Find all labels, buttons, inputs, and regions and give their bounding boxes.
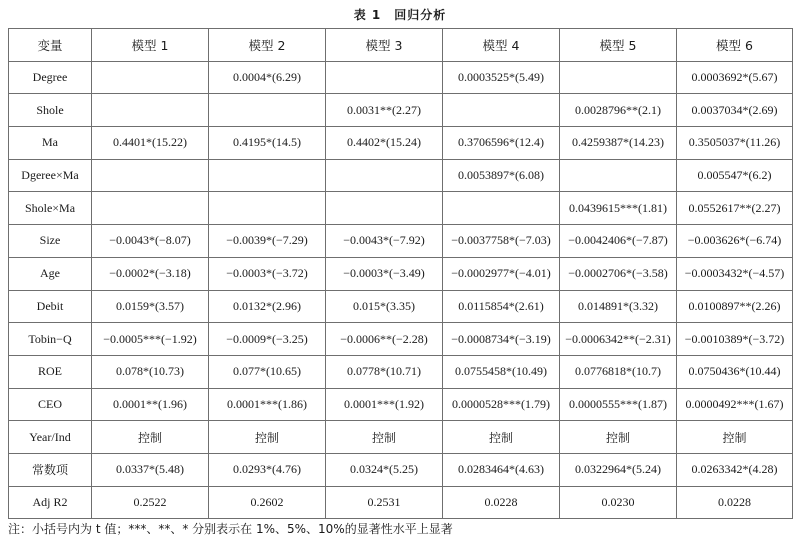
value-cell-model-3 <box>326 192 443 225</box>
value-cell-model-1 <box>92 192 209 225</box>
value-cell-model-4: 0.3706596*(12.4) <box>443 127 560 160</box>
header-variable: 变量 <box>9 29 92 62</box>
table-row <box>9 323 793 356</box>
variable-cell: Degree <box>9 61 92 94</box>
value-cell-model-1: 0.078*(10.73) <box>92 355 209 388</box>
value-cell-model-3: 0.015*(3.35) <box>326 290 443 323</box>
table-row <box>9 61 793 94</box>
value-cell-model-3: 0.0324*(5.25) <box>326 453 443 486</box>
variable-cell: Shole <box>9 94 92 127</box>
value-cell-model-2 <box>209 94 326 127</box>
value-cell-model-5: −0.0002706*(−3.58) <box>560 257 677 290</box>
value-cell-model-5 <box>560 61 677 94</box>
value-cell-model-4: 0.0000528***(1.79) <box>443 388 560 421</box>
variable-cell: ROE <box>9 355 92 388</box>
variable-cell: 常数项 <box>9 453 92 486</box>
variable-cell: Debit <box>9 290 92 323</box>
value-cell-model-2: 控制 <box>209 421 326 454</box>
table-row <box>9 388 793 421</box>
header-model-6: 模型 6 <box>677 29 793 62</box>
regression-table <box>8 28 793 519</box>
value-cell-model-3: 0.0778*(10.71) <box>326 355 443 388</box>
table-row <box>9 355 793 388</box>
value-cell-model-2: 0.0001***(1.86) <box>209 388 326 421</box>
value-cell-model-5: 0.014891*(3.32) <box>560 290 677 323</box>
table-row <box>9 192 793 225</box>
value-cell-model-5: 0.0439615***(1.81) <box>560 192 677 225</box>
value-cell-model-5: 控制 <box>560 421 677 454</box>
table-title: 表 1 回归分析 <box>353 8 447 22</box>
value-cell-model-3: −0.0006**(−2.28) <box>326 323 443 356</box>
value-cell-model-1: 0.4401*(15.22) <box>92 127 209 160</box>
value-cell-model-2: 0.0132*(2.96) <box>209 290 326 323</box>
value-cell-model-4: 0.0115854*(2.61) <box>443 290 560 323</box>
value-cell-model-3: 0.0001***(1.92) <box>326 388 443 421</box>
value-cell-model-1: 0.0001**(1.96) <box>92 388 209 421</box>
value-cell-model-6: 0.0552617**(2.27) <box>677 192 793 225</box>
value-cell-model-1: 0.0159*(3.57) <box>92 290 209 323</box>
header-row <box>9 29 793 62</box>
value-cell-model-6: 控制 <box>677 421 793 454</box>
value-cell-model-2: 0.0293*(4.76) <box>209 453 326 486</box>
table-body <box>9 61 793 519</box>
variable-cell: CEO <box>9 388 92 421</box>
header-model-5: 模型 5 <box>560 29 677 62</box>
value-cell-model-4: −0.0008734*(−3.19) <box>443 323 560 356</box>
value-cell-model-1: −0.0043*(−8.07) <box>92 225 209 258</box>
variable-cell: Shole×Ma <box>9 192 92 225</box>
header-model-4: 模型 4 <box>443 29 560 62</box>
value-cell-model-2: 0.077*(10.65) <box>209 355 326 388</box>
value-cell-model-1: −0.0002*(−3.18) <box>92 257 209 290</box>
header-model-2: 模型 2 <box>209 29 326 62</box>
variable-cell: Size <box>9 225 92 258</box>
value-cell-model-1: 0.2522 <box>92 486 209 519</box>
value-cell-model-6: 0.0037034*(2.69) <box>677 94 793 127</box>
value-cell-model-3: 控制 <box>326 421 443 454</box>
variable-cell: Ma <box>9 127 92 160</box>
value-cell-model-4: 0.0228 <box>443 486 560 519</box>
value-cell-model-5: 0.0000555***(1.87) <box>560 388 677 421</box>
value-cell-model-6: 0.0750436*(10.44) <box>677 355 793 388</box>
value-cell-model-2: −0.0009*(−3.25) <box>209 323 326 356</box>
value-cell-model-4 <box>443 94 560 127</box>
value-cell-model-4: 0.0283464*(4.63) <box>443 453 560 486</box>
header-model-3: 模型 3 <box>326 29 443 62</box>
table-note: 注：小括号内为 t 值；***、**、* 分别表示在 1%、5%、10%的显著性水平上显著 <box>8 522 453 536</box>
value-cell-model-1: −0.0005***(−1.92) <box>92 323 209 356</box>
value-cell-model-6: 0.0003692*(5.67) <box>677 61 793 94</box>
value-cell-model-1 <box>92 94 209 127</box>
table-row <box>9 257 793 290</box>
value-cell-model-4: −0.0002977*(−4.01) <box>443 257 560 290</box>
value-cell-model-1 <box>92 159 209 192</box>
value-cell-model-4 <box>443 192 560 225</box>
table-row <box>9 486 793 519</box>
table-row <box>9 94 793 127</box>
table-row <box>9 225 793 258</box>
variable-cell: Age <box>9 257 92 290</box>
value-cell-model-4: 0.0053897*(6.08) <box>443 159 560 192</box>
value-cell-model-5: −0.0006342**(−2.31) <box>560 323 677 356</box>
value-cell-model-4: 0.0755458*(10.49) <box>443 355 560 388</box>
value-cell-model-6: 0.0000492***(1.67) <box>677 388 793 421</box>
value-cell-model-2 <box>209 192 326 225</box>
value-cell-model-3: −0.0003*(−3.49) <box>326 257 443 290</box>
table-row <box>9 127 793 160</box>
value-cell-model-4: −0.0037758*(−7.03) <box>443 225 560 258</box>
table-row <box>9 421 793 454</box>
value-cell-model-6: −0.0010389*(−3.72) <box>677 323 793 356</box>
value-cell-model-6: 0.3505037*(11.26) <box>677 127 793 160</box>
value-cell-model-2: −0.0039*(−7.29) <box>209 225 326 258</box>
value-cell-model-3: 0.2531 <box>326 486 443 519</box>
value-cell-model-5 <box>560 159 677 192</box>
value-cell-model-6: −0.0003432*(−4.57) <box>677 257 793 290</box>
value-cell-model-1 <box>92 61 209 94</box>
value-cell-model-5: 0.0322964*(5.24) <box>560 453 677 486</box>
value-cell-model-1: 控制 <box>92 421 209 454</box>
value-cell-model-2: −0.0003*(−3.72) <box>209 257 326 290</box>
value-cell-model-3 <box>326 159 443 192</box>
table-row <box>9 453 793 486</box>
value-cell-model-3: 0.4402*(15.24) <box>326 127 443 160</box>
variable-cell: Year/Ind <box>9 421 92 454</box>
value-cell-model-3: −0.0043*(−7.92) <box>326 225 443 258</box>
value-cell-model-2: 0.4195*(14.5) <box>209 127 326 160</box>
value-cell-model-1: 0.0337*(5.48) <box>92 453 209 486</box>
value-cell-model-2: 0.2602 <box>209 486 326 519</box>
value-cell-model-6: 0.0228 <box>677 486 793 519</box>
variable-cell: Adj R2 <box>9 486 92 519</box>
value-cell-model-2: 0.0004*(6.29) <box>209 61 326 94</box>
value-cell-model-6: −0.003626*(−6.74) <box>677 225 793 258</box>
value-cell-model-6: 0.0100897**(2.26) <box>677 290 793 323</box>
value-cell-model-3: 0.0031**(2.27) <box>326 94 443 127</box>
value-cell-model-6: 0.005547*(6.2) <box>677 159 793 192</box>
table-row <box>9 290 793 323</box>
value-cell-model-3 <box>326 61 443 94</box>
value-cell-model-5: 0.0028796**(2.1) <box>560 94 677 127</box>
variable-cell: Dgeree×Ma <box>9 159 92 192</box>
value-cell-model-5: 0.0230 <box>560 486 677 519</box>
value-cell-model-5: 0.0776818*(10.7) <box>560 355 677 388</box>
header-model-1: 模型 1 <box>92 29 209 62</box>
value-cell-model-4: 控制 <box>443 421 560 454</box>
value-cell-model-2 <box>209 159 326 192</box>
variable-cell: Tobin−Q <box>9 323 92 356</box>
table-row <box>9 159 793 192</box>
value-cell-model-5: −0.0042406*(−7.87) <box>560 225 677 258</box>
value-cell-model-6: 0.0263342*(4.28) <box>677 453 793 486</box>
value-cell-model-4: 0.0003525*(5.49) <box>443 61 560 94</box>
value-cell-model-5: 0.4259387*(14.23) <box>560 127 677 160</box>
